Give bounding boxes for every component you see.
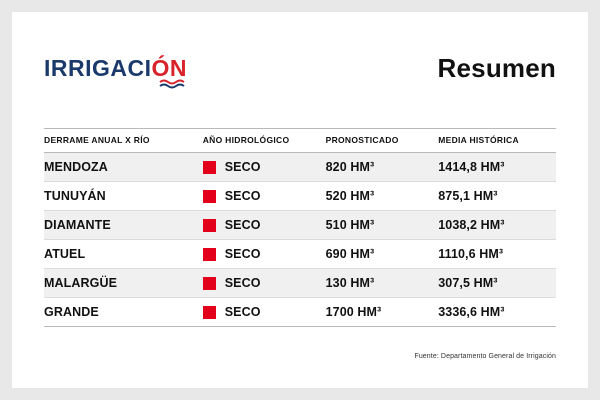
- status-badge: SECO: [224, 247, 261, 261]
- cell-river: DIAMANTE: [44, 211, 203, 240]
- cell-forecast: 130 HM³: [326, 269, 439, 298]
- logo-wordmark: [44, 54, 187, 81]
- status-swatch-icon: [203, 248, 216, 261]
- cell-river: MALARGÜE: [44, 269, 203, 298]
- cell-year: [203, 211, 326, 240]
- wave-icon: [159, 79, 185, 89]
- cell-forecast: 520 HM³: [326, 182, 439, 211]
- status-badge: SECO: [224, 276, 261, 290]
- cell-river: TUNUYÁN: [44, 182, 203, 211]
- cell-historic: 875,1 HM³: [438, 182, 556, 211]
- irrigacion-logo: [44, 54, 187, 81]
- cell-river: ATUEL: [44, 240, 203, 269]
- cell-historic: 3336,6 HM³: [438, 298, 556, 327]
- summary-table: [44, 128, 556, 327]
- cell-year: [203, 298, 326, 327]
- status-badge: SECO: [224, 218, 261, 232]
- table-row: [44, 298, 556, 327]
- cell-historic: 307,5 HM³: [438, 269, 556, 298]
- cell-historic: 1110,6 HM³: [438, 240, 556, 269]
- status-badge: SECO: [224, 189, 261, 203]
- table-row: [44, 269, 556, 298]
- logo-wordmark-accent: ÓN: [151, 54, 187, 81]
- cell-historic: 1414,8 HM³: [438, 153, 556, 182]
- status-swatch-icon: [203, 219, 216, 232]
- report-header: [12, 12, 588, 124]
- cell-forecast: 690 HM³: [326, 240, 439, 269]
- status-swatch-icon: [203, 306, 216, 319]
- column-header-river: DERRAME ANUAL X RÍO: [44, 129, 203, 153]
- cell-forecast: 820 HM³: [326, 153, 439, 182]
- summary-table-wrapper: [44, 128, 556, 327]
- cell-year: [203, 269, 326, 298]
- column-header-year: AÑO HIDROLÓGICO: [203, 129, 326, 153]
- cell-year: [203, 182, 326, 211]
- report-card: [12, 12, 588, 388]
- status-badge: SECO: [224, 305, 261, 319]
- cell-year: [203, 153, 326, 182]
- table-row: [44, 211, 556, 240]
- table-body: [44, 153, 556, 327]
- table-header-row: [44, 129, 556, 153]
- status-swatch-icon: [203, 277, 216, 290]
- status-swatch-icon: [203, 161, 216, 174]
- column-header-forecast: PRONOSTICADO: [326, 129, 439, 153]
- logo-wordmark-main: IRRIGACI: [44, 54, 152, 81]
- status-swatch-icon: [203, 190, 216, 203]
- status-badge: SECO: [224, 160, 261, 174]
- cell-historic: 1038,2 HM³: [438, 211, 556, 240]
- table-row: [44, 182, 556, 211]
- cell-river: MENDOZA: [44, 153, 203, 182]
- source-note: Fuente: Departamento General de Irrigación: [414, 353, 556, 360]
- cell-year: [203, 240, 326, 269]
- page-title: Resumen: [437, 52, 556, 83]
- table-row: [44, 153, 556, 182]
- column-header-historic: MEDIA HISTÓRICA: [438, 129, 556, 153]
- table-row: [44, 240, 556, 269]
- table-head: [44, 129, 556, 153]
- cell-forecast: 1700 HM³: [326, 298, 439, 327]
- cell-forecast: 510 HM³: [326, 211, 439, 240]
- cell-river: GRANDE: [44, 298, 203, 327]
